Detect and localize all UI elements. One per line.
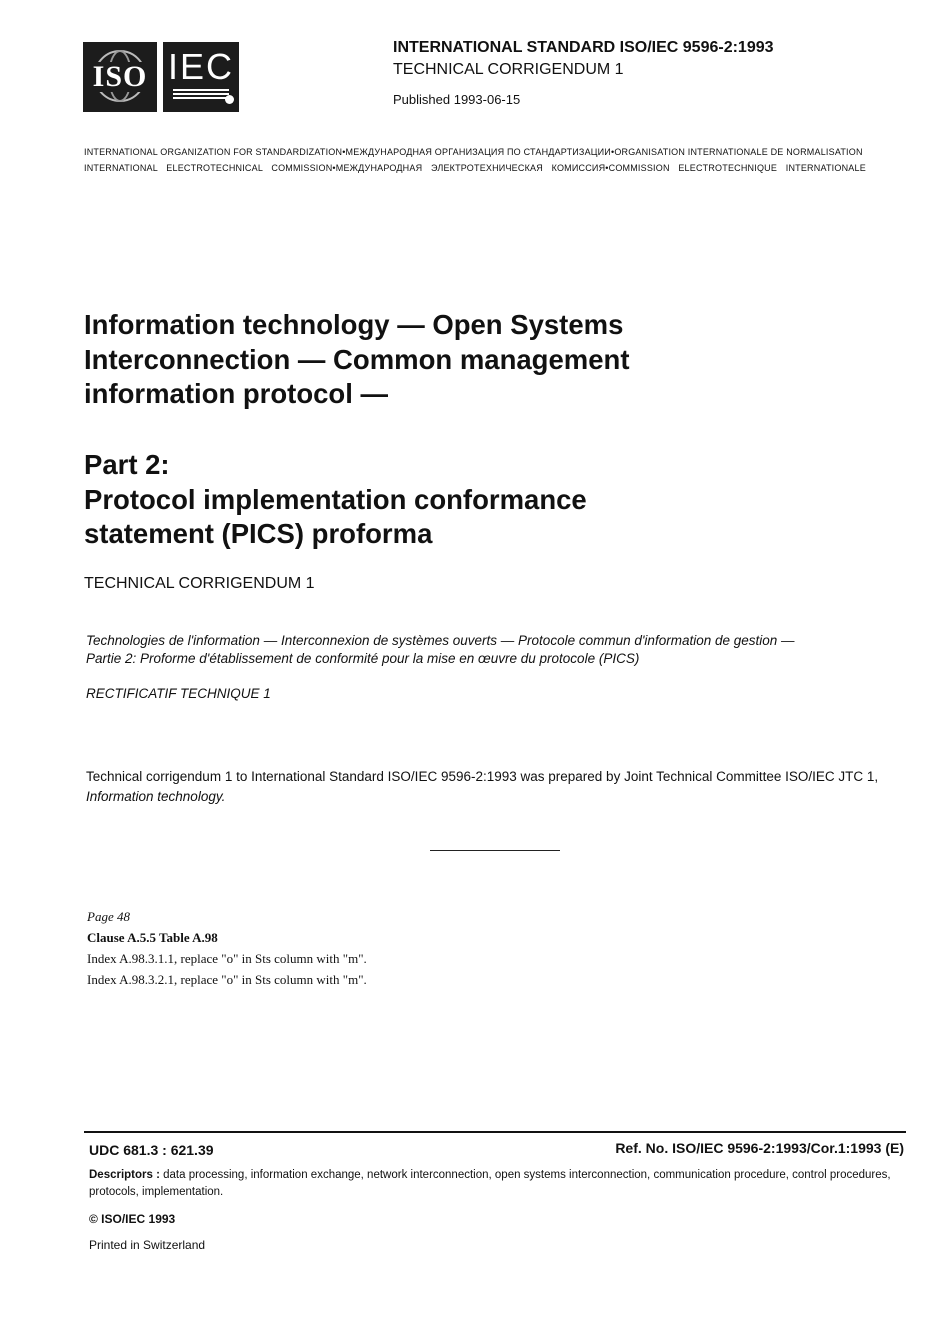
corrigendum-label: TECHNICAL CORRIGENDUM 1 [393,61,624,78]
iso-organization-line: INTERNATIONAL ORGANIZATION FOR STANDARDIZATION•МЕЖДУНАРОДНАЯ ОРГАНИЗАЦИЯ ПО СТАНДАРТИЗАЦИИ•ORGANISATION INTERNATIONALE DE NORMALISATION [84,147,863,157]
printed-location: Printed in Switzerland [89,1238,206,1252]
french-title-line-1: Technologies de l'information — Interconnexion de systèmes ouverts — Protocole commun d'information de gestion — [86,633,795,648]
title-line-1: Information technology — Open Systems [84,309,624,340]
correction-page: Page 48 [87,909,130,924]
udc-number: UDC 681.3 : 621.39 [89,1142,214,1158]
footer-rule [84,1131,906,1133]
iec-organization-line: INTERNATIONAL ELECTROTECHNICAL COMMISSION•МЕЖДУНАРОДНАЯ ЭЛЕКТРОТЕХНИЧЕСКАЯ КОМИССИЯ•COMMISSION ELECTROTECHNIQUE INTERNATIONALE [84,163,866,173]
copyright: © ISO/IEC 1993 [89,1212,176,1226]
iec-dot-icon [225,95,234,104]
correction-clause: Clause A.5.5 Table A.98 [87,930,218,945]
corrections-block [87,906,367,990]
title-line-3: information protocol — [84,378,389,409]
reference-number: Ref. No. ISO/IEC 9596-2:1993/Cor.1:1993 (E) [615,1140,904,1156]
part-number: Part 2: [84,449,170,480]
correction-item: Index A.98.3.2.1, replace "o" in Sts column with "m". [87,972,367,987]
iec-logo-text: IEC [167,46,234,87]
french-title [86,632,886,668]
committee-name: Information technology. [86,789,226,804]
descriptors-label: Descriptors : [89,1169,160,1181]
title-line-2: Interconnection — Common management [84,343,630,375]
preparation-text: Technical corrigendum 1 to International Standard ISO/IEC 9596-2:1993 was prepared by Joint Technical Committee ISO/IEC JTC 1, [86,769,879,784]
document-title [84,308,804,412]
standard-number: INTERNATIONAL STANDARD ISO/IEC 9596-2:1993 [393,39,774,56]
french-rectificatif: RECTIFICATIF TECHNIQUE 1 [86,686,271,701]
iso-logo [83,42,157,112]
iec-bars-icon [173,89,229,99]
part-title-line-2: statement (PICS) proforma [84,518,433,549]
preparation-statement [86,767,916,807]
french-title-line-2: Partie 2: Proforme d'établissement de conformité pour la mise en œuvre du protocole (PICS) [86,651,640,666]
correction-item: Index A.98.3.1.1, replace "o" in Sts column with "m". [87,951,367,966]
part-title [84,448,804,552]
iec-logo [163,42,239,112]
technical-corrigendum-heading: TECHNICAL CORRIGENDUM 1 [84,575,315,592]
descriptors [89,1167,909,1201]
descriptors-text: data processing, information exchange, network interconnection, open systems interconnection, communication procedure, control procedures, protocols, implementation. [89,1169,891,1198]
iso-logo-text: ISO [92,60,148,93]
separator-line [430,850,560,851]
part-title-line-1: Protocol implementation conformance [84,483,587,515]
published-date: Published 1993-06-15 [393,92,521,107]
